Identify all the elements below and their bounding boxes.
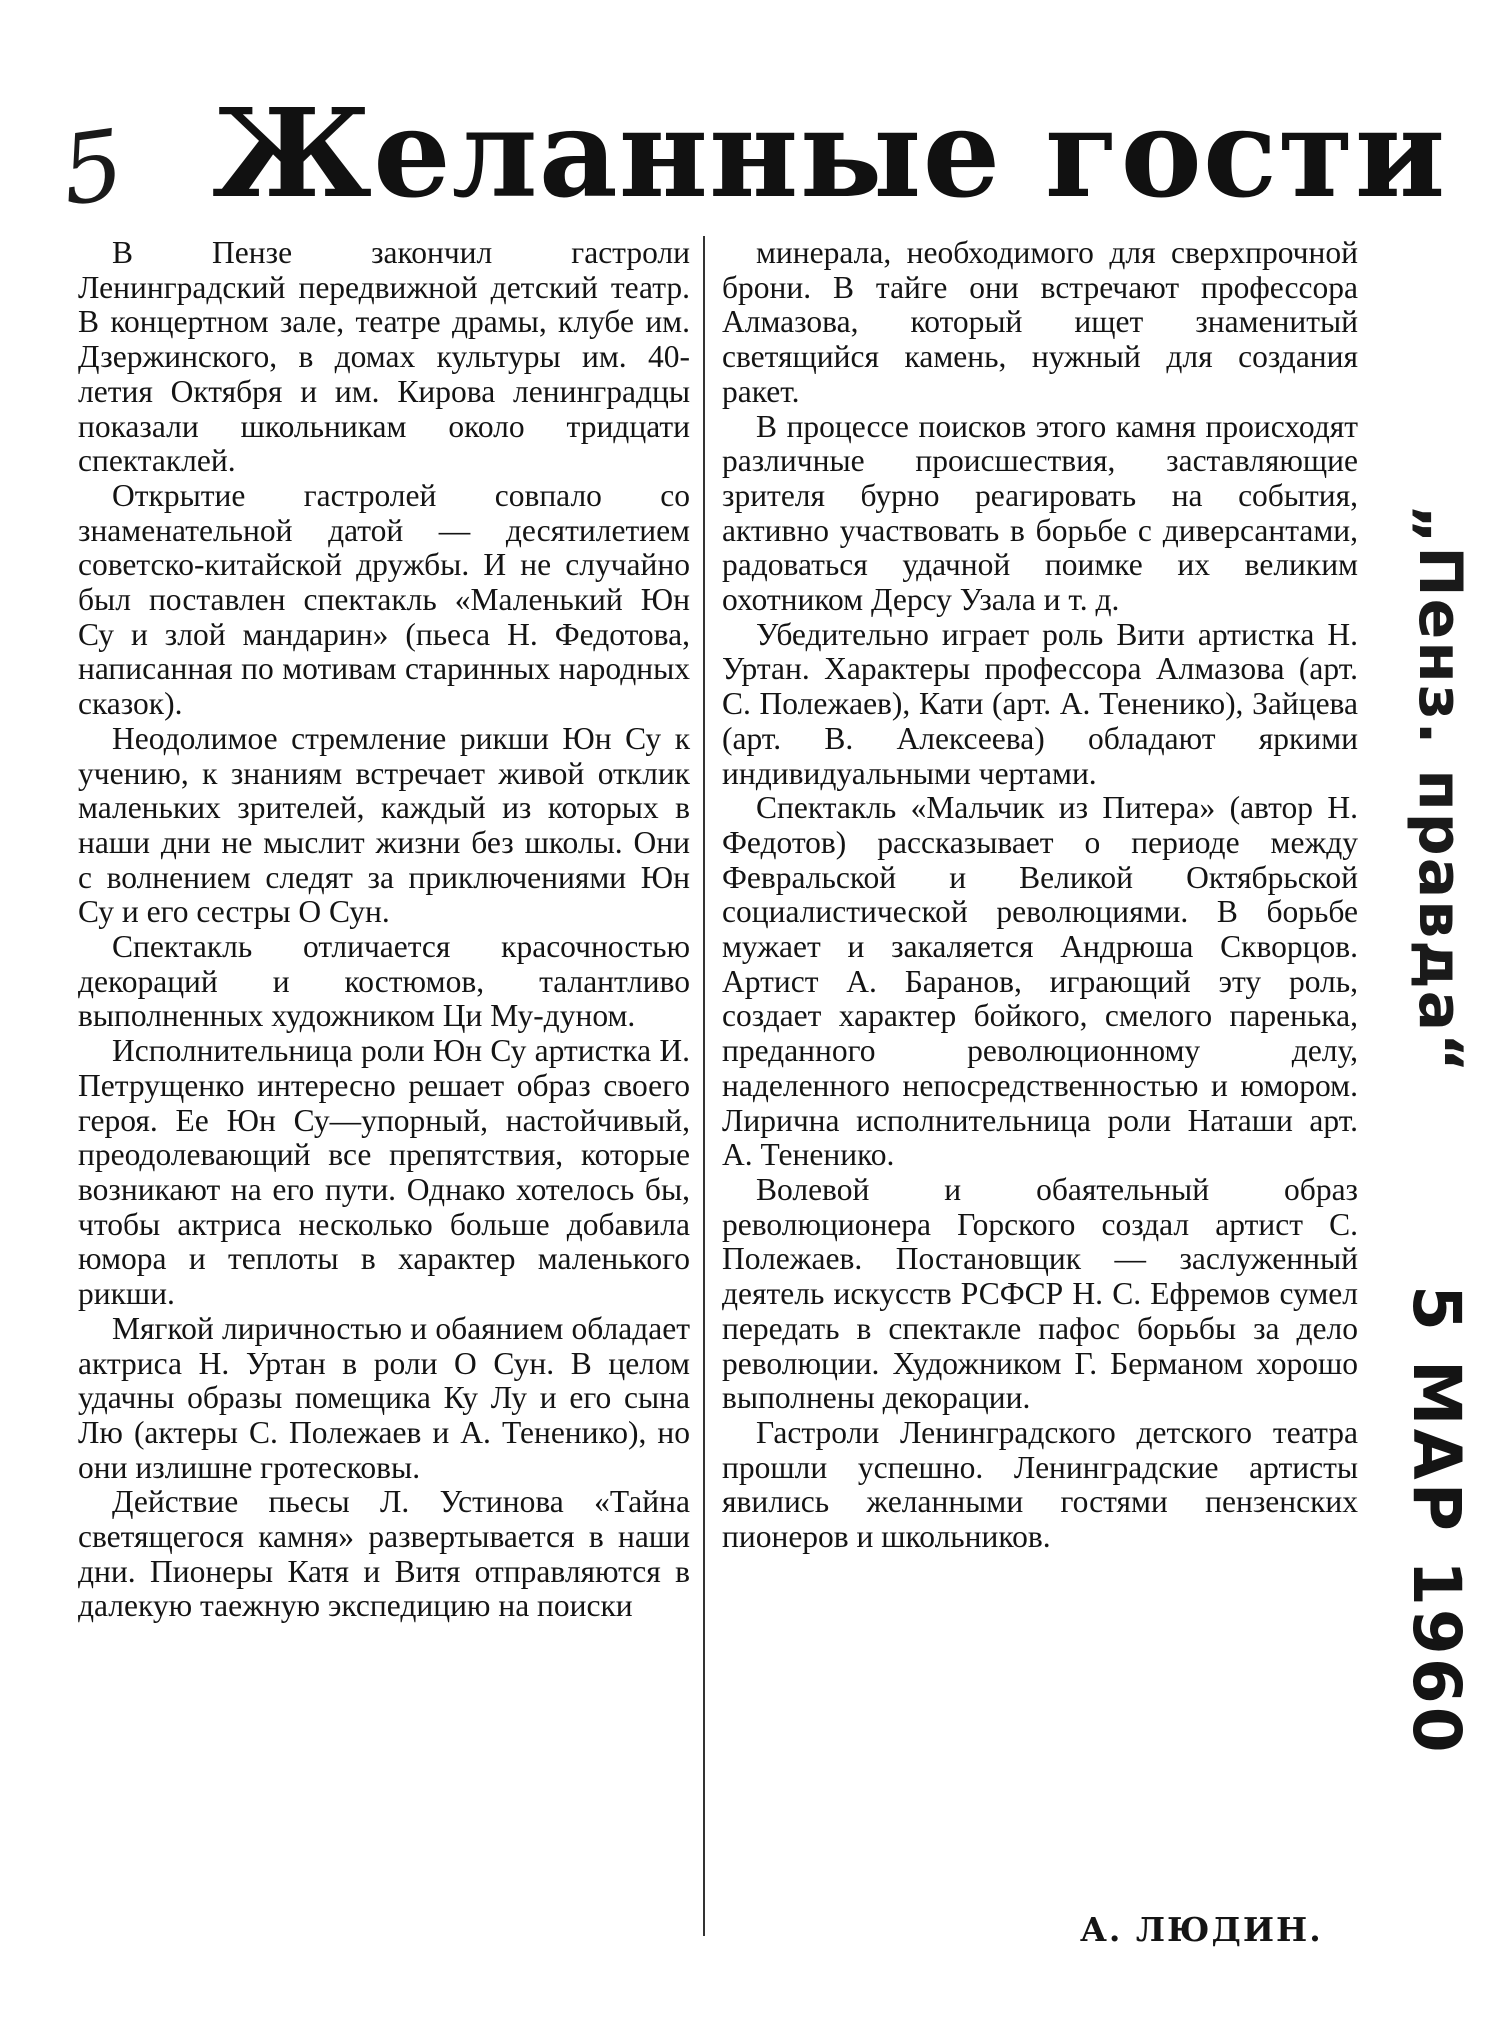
paragraph: Мягкой лиричностью и обаянием обладает актриса Н. Уртан в роли О Сун. В целом удачны образы помещика Ку Лу и его сына Лю (актеры С. Полежаев и А. Тененико), но они излишне гротесковы. [78,1310,690,1485]
paragraph: Гастроли Ленинградского детского театра прошли успешно. Ленинградские артисты явились желанными гостями пензенских пионеров и школьников. [722,1414,1358,1555]
article-headline: Желанные гости [212,81,1447,225]
paragraph: Волевой и обаятельный образ революционера Горского создал артист С. Полежаев. Постановщик — заслуженный деятель искусств РСФСР Н. С. Ефремов сумел передать в спектакле пафос борьбы за дело революции. Художником Г. Берманом хорошо выполнены декорации. [722,1171,1358,1416]
paragraph: В Пензе закончил гастроли Ленинградский передвижной детский театр. В концертном зале, театре драмы, клубе им. Дзержинского, в домах культуры им. 40-летия Октября и им. Кирова ленинградцы показали школьникам около тридцати спектаклей. [78,235,690,479]
paragraph: Действие пьесы Л. Устинова «Тайна светящегося камня» развертывается в наши дни. Пионеры Катя и Витя отправляются в далекую таежную экспедицию на поиски [78,1484,690,1624]
paragraph: Спектакль «Мальчик из Питера» (автор Н. Федотов) рассказывает о периоде между Февральской и Великой Октябрьской социалистической революциями. В борьбе мужает и закаляется Андрюша Скворцов. Артист А. Баранов, играющий эту роль, создает характер бойкого, смелого паренька, преданного революционному делу, наделенного непосредственностью и юмором. Лирична исполнительница роли Наташи арт. А. Тененико. [722,790,1358,1173]
paragraph: минерала, необходимого для сверхпрочной брони. В тайге они встречают профессора Алмазова, который ищет знаменитый светящийся камень, нужный для создания ракет. [722,235,1358,409]
paragraph: Неодолимое стремление рикши Юн Су к учению, к знаниям встречает живой отклик маленьких зрителей, каждый из которых в наши дни не мыслит жизни без школы. Они с волнением следят за приключениями Юн Су и его сестры О Сун. [78,720,690,930]
paragraph: В процессе поисков этого камня происходят различные происшествия, заставляющие зрителя бурно реагировать на события, активно участвовать в борьбе с диверсантами, радоваться удачной поимке их великим охотником Дерсу Узала и т. д. [722,408,1358,618]
paragraph: Открытие гастролей совпало со знаменательной датой — десятилетием советско-китайской дружбы. И не случайно был поставлен спектакль «Маленький Юн Су и злой мандарин» (пьеса Н. Федотова, написанная по мотивам старинных народных сказок). [78,477,690,722]
stamp-date: 5 МАР 1960 [1398,1285,1475,1756]
author-signature: А. ЛЮДИН. [1080,1910,1323,1949]
paragraph: Спектакль отличается красочностью декораций и костюмов, талантливо выполненных художником Ци Му-дуном. [78,929,690,1034]
paragraph: Убедительно играет роль Вити артистка Н. Уртан. Характеры профессора Алмазова (арт. С. Полежаев), Кати (арт. А. Тененико), Зайцева (арт. В. Алексеева) обладают яркими индивидуальными чертами. [722,616,1358,791]
column-divider [703,236,705,1936]
article-column-left [78,236,690,1624]
paragraph: Исполнительница роли Юн Су артистка И. Петрущенко интересно решает образ своего героя. Ее Юн Су—упорный, настойчивый, преодолевающий все препятствия, которые возникают на его пути. Однако хотелось бы, чтобы актриса несколько больше добавила юмора и теплоты в характер маленького рикши. [78,1033,690,1312]
handwritten-page-number: 5 [54,108,131,228]
stamp-newspaper-name: „Пенз. правда“ [1405,505,1475,1075]
archive-stamp [1370,505,1500,1805]
article-column-right [722,236,1358,1555]
